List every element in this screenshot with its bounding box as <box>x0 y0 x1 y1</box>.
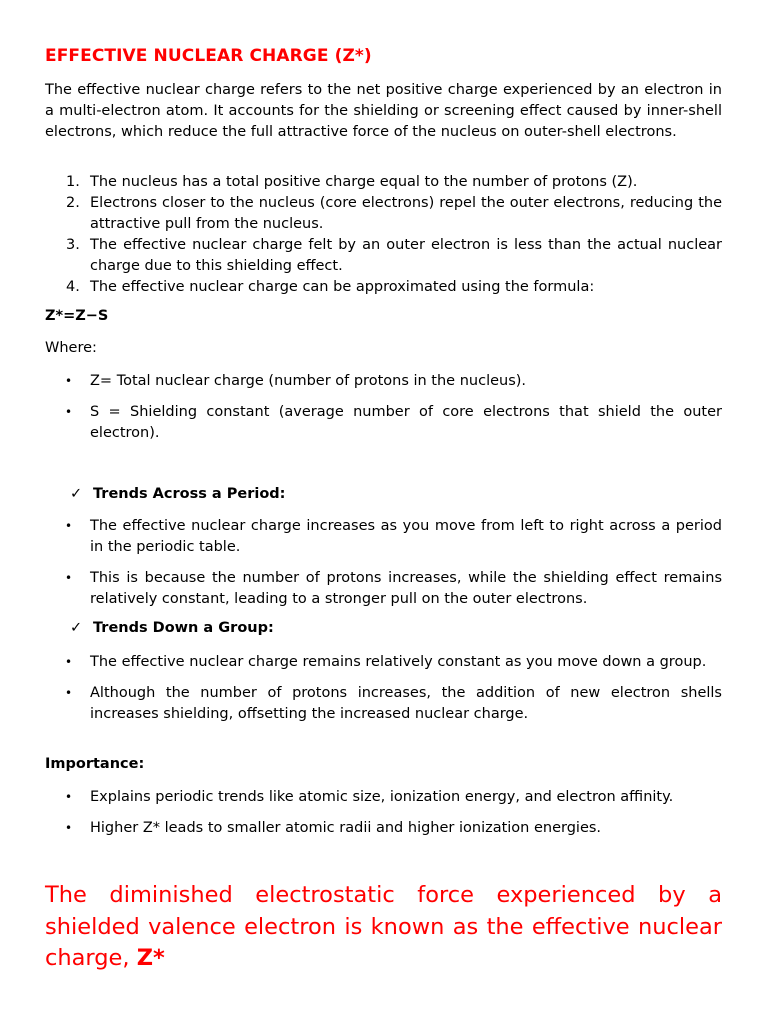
list-item <box>45 652 722 673</box>
period-heading <box>70 486 285 502</box>
list-number: 3. <box>66 237 80 253</box>
list-item <box>45 193 722 235</box>
bullet-icon: • <box>65 519 73 533</box>
period-list <box>45 516 722 620</box>
bullet-icon: • <box>65 686 73 700</box>
list-item-text: Higher Z* leads to smaller atomic radii and higher ionization energies. <box>90 820 602 836</box>
list-item <box>45 277 722 298</box>
where-list <box>45 371 722 454</box>
intro-paragraph: The effective nuclear charge refers to the net positive charge experienced by an electron in a multi-electron atom. It accounts for the shielding or screening effect caused by inner-shell electrons, which reduce the full attractive force of the nucleus on outer-shell electrons. <box>45 82 722 140</box>
period-heading-text: Trends Across a Period: <box>93 486 286 502</box>
list-item <box>45 235 722 277</box>
list-number: 2. <box>66 195 80 211</box>
page-title: EFFECTIVE NUCLEAR CHARGE (Z*) <box>45 46 372 66</box>
list-item-text: Z= Total nuclear charge (number of protons in the nucleus). <box>90 373 527 389</box>
list-item <box>45 787 722 808</box>
bullet-icon: • <box>65 405 73 419</box>
list-item-text: The nucleus has a total positive charge equal to the number of protons (Z). <box>90 174 638 190</box>
list-item-text: Electrons closer to the nucleus (core electrons) repel the outer electrons, reducing the attractive pull from the nucleus. <box>90 195 722 232</box>
conclusion-text: The diminished electrostatic force experienced by a shielded valence electron is known as the effective nuclear charge, <box>45 882 722 971</box>
list-item <box>45 516 722 558</box>
list-item-text: Although the number of protons increases, the addition of new electron shells increases shielding, offsetting the increased nuclear charge. <box>90 685 722 722</box>
group-heading <box>70 620 274 636</box>
list-item <box>45 683 722 725</box>
bullet-icon: • <box>65 374 73 388</box>
bullet-icon: • <box>65 821 73 835</box>
checkmark-icon: ✓ <box>70 486 83 502</box>
numbered-list <box>45 172 722 298</box>
conclusion-statement <box>45 880 722 975</box>
where-label: Where: <box>45 340 97 356</box>
list-item-text: S = Shielding constant (average number of core electrons that shield the outer electron). <box>90 404 722 441</box>
list-item <box>45 371 722 392</box>
importance-list <box>45 787 722 849</box>
bullet-icon: • <box>65 571 73 585</box>
conclusion-emphasis: Z* <box>136 945 165 971</box>
list-item-text: The effective nuclear charge can be approximated using the formula: <box>90 279 595 295</box>
group-heading-text: Trends Down a Group: <box>93 620 274 636</box>
list-item-text: The effective nuclear charge felt by an outer electron is less than the actual nuclear charge due to this shielding effect. <box>90 237 722 274</box>
list-item <box>45 402 722 444</box>
importance-heading: Importance: <box>45 756 145 772</box>
list-item <box>45 818 722 839</box>
list-number: 1. <box>66 174 80 190</box>
formula: Z*=Z−S <box>45 308 109 324</box>
list-item-text: The effective nuclear charge increases as you move from left to right across a period in the periodic table. <box>90 518 722 555</box>
list-item-text: This is because the number of protons increases, while the shielding effect remains relatively constant, leading to a stronger pull on the outer electrons. <box>90 570 722 607</box>
list-item <box>45 172 722 193</box>
bullet-icon: • <box>65 790 73 804</box>
list-item-text: The effective nuclear charge remains relatively constant as you move down a group. <box>90 654 707 670</box>
list-item-text: Explains periodic trends like atomic size, ionization energy, and electron affinity. <box>90 789 674 805</box>
bullet-icon: • <box>65 655 73 669</box>
list-number: 4. <box>66 279 80 295</box>
checkmark-icon: ✓ <box>70 620 83 636</box>
list-item <box>45 568 722 610</box>
group-list <box>45 652 722 735</box>
